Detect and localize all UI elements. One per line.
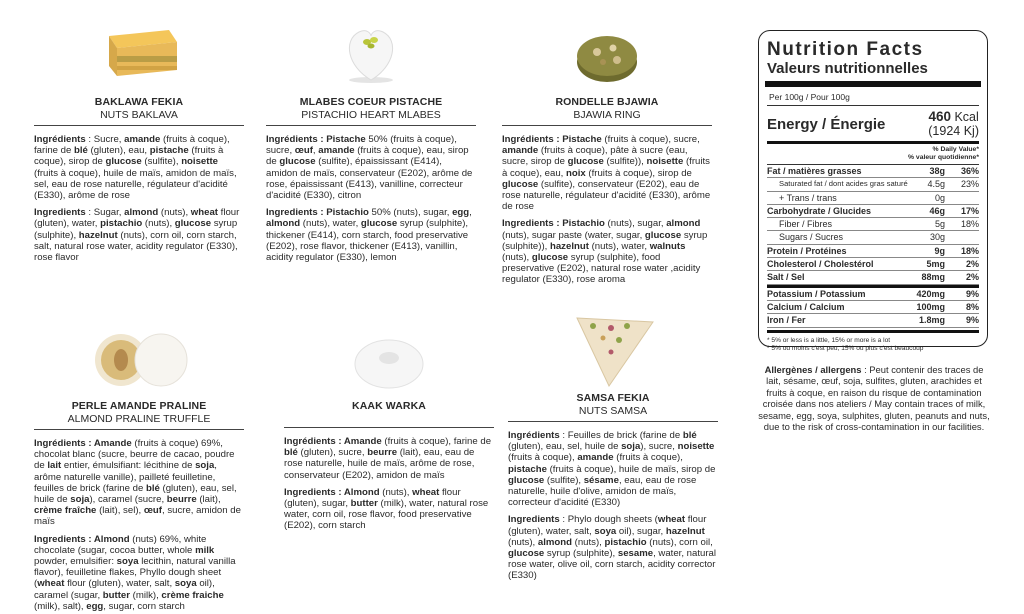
ingredient-bold: pistache xyxy=(149,145,189,157)
ingredient-bold: soya xyxy=(116,556,139,568)
ingredient-text: (nuts), sugar paste (water, sugar, xyxy=(502,229,645,241)
ingredient-bold: crème fraiche xyxy=(161,589,224,601)
nutrition-facts-panel xyxy=(758,30,988,352)
ingredient-text: (nuts), xyxy=(142,218,175,230)
nutrient-label: Cholesterol / Cholestérol xyxy=(767,259,874,270)
ingredient-bold: walnuts xyxy=(649,240,686,252)
ingredient-bold: sesame xyxy=(617,548,654,560)
footnote-en: * 5% or less is a little, 15% or more is a lot xyxy=(767,336,891,344)
ingredient-bold: œuf xyxy=(294,145,313,157)
ingredient-text: (sulfite)), xyxy=(603,156,647,168)
ingredients-en xyxy=(34,207,244,263)
product-kaak-warka xyxy=(284,326,494,532)
nutrient-daily-value: 36% xyxy=(960,166,979,176)
ingredient-bold: pistache xyxy=(508,463,547,475)
ingredient-text: , xyxy=(312,145,319,157)
almond-truffle-image xyxy=(89,326,189,390)
samsa-image xyxy=(563,312,663,390)
ingredient-text: (nuts), xyxy=(158,207,191,219)
ingredient-bold: glucose xyxy=(508,548,545,560)
ingredient-text: (fruits à coque), xyxy=(508,452,578,464)
nutrient-row xyxy=(767,231,979,244)
nutrient-rows xyxy=(767,165,979,328)
ingredient-text: (milk), water, natural rose water, corn oil, rose flavor, food preservative (E202), corn starch xyxy=(284,498,489,532)
nutrient-amount: 5mg xyxy=(926,259,945,270)
ingredient-bold: glucose xyxy=(644,229,682,241)
energy-value xyxy=(928,110,979,138)
ingredient-text: 50% (fruits à coque), sucre, xyxy=(266,134,457,157)
nutrition-title-fr: Valeurs nutritionnelles xyxy=(767,60,928,77)
ingredient-bold: blé xyxy=(284,447,298,459)
divider xyxy=(765,81,981,87)
ingredient-bold: blé xyxy=(74,145,88,157)
ingredient-text: , water, natural rose water, olive oil, corn starch, acidity corrector (E330) xyxy=(508,548,717,582)
nutrient-label: Calcium / Calcium xyxy=(767,301,845,312)
nutrient-label: Fiber / Fibres xyxy=(779,219,833,230)
ingredient-bold: glucose xyxy=(502,178,539,190)
product-rondelle-bjawia xyxy=(502,22,712,286)
nutrient-amount: 420mg xyxy=(916,288,945,299)
nutrient-label: Sugars / Sucres xyxy=(779,232,844,243)
ingredient-text: (nuts), water, xyxy=(588,240,650,252)
nutrient-label: Saturated fat / dont acides gras saturé xyxy=(779,179,908,189)
ingredients-fr xyxy=(34,134,244,201)
nutrient-row xyxy=(767,218,979,231)
ingredients-en xyxy=(266,207,476,263)
ingredient-text: (gluten), eau, sel, huile de xyxy=(34,482,237,506)
product-baklawa-fekia xyxy=(34,22,244,263)
ingredient-bold: hazelnut xyxy=(78,229,118,241)
ingredient-text: (nuts) 69%, white chocolate (sugar, cocoa butter, whole xyxy=(34,533,207,556)
ingredient-text: syrup (sulphite), food preservative (E202), natural rose water ,acidity regulator (E330), rose aroma xyxy=(502,252,701,286)
ingredient-text: , xyxy=(469,207,472,219)
allergen-text: : Peut contenir des traces de lait, sésame, œuf, soja, sulfites, gluten, arachides et fruits à coque, en raison du risque de contamination croisée dans nos ateliers / May contain traces of milk, sesame, egg, soya, sulphites, gluten, peanuts and nuts, due to the risk of cross-contamination in our facilities. xyxy=(758,364,990,433)
product-title: KAAK WARKA xyxy=(352,400,426,412)
ingredient-bold: soja xyxy=(621,441,641,453)
nutrient-label: Iron / Fer xyxy=(767,315,806,326)
ingredient-text: (nuts), corn oil, xyxy=(646,536,713,548)
nutrient-daily-value: 9% xyxy=(965,288,979,299)
ingredient-text: (nuts), corn oil, corn starch, salt, natural rose water, acidity regulator (E330), rose flavor xyxy=(34,229,238,264)
ingredient-text: (fruits à coque), xyxy=(613,452,683,464)
nutrient-daily-value: 23% xyxy=(960,179,979,190)
ingredient-bold: beurre xyxy=(166,494,197,506)
ingredient-text: , arôme naturelle vanille), pailleté feuilletine, feuilles de brick (farine de xyxy=(34,460,217,494)
ingredients-fr xyxy=(502,134,712,212)
ingredient-bold: almond xyxy=(666,218,701,230)
ingredient-bold: pistachio xyxy=(604,536,647,548)
product-title: PERLE AMANDE PRALINE xyxy=(71,400,207,412)
nutrient-row xyxy=(767,288,979,301)
energy-kj: (1924 Kj) xyxy=(928,124,979,138)
ingredient-text: , eau, eau de rose naturelle, huile d'olive, amidon de maïs, correcteur d'acidité (E330) xyxy=(508,474,697,509)
serving-size: Per 100g / Pour 100g xyxy=(769,92,850,102)
ingredient-text: (gluten), eau, xyxy=(87,145,150,157)
ingredient-bold: pistachio xyxy=(100,218,143,230)
ingredient-bold: soya xyxy=(174,578,197,590)
ingredient-bold: butter xyxy=(350,498,378,510)
ingredient-text: (fruits à coque), farine de xyxy=(381,436,492,447)
ingredient-bold: glucose xyxy=(360,218,398,230)
ingredient-text: (fruits à coque), sirop de xyxy=(34,145,224,168)
ingredient-text: (fruits à coque), pâte à sucre (eau, sucre, sirop de xyxy=(502,145,688,168)
ingredient-text: (gluten), eau, sel, huile de xyxy=(508,441,622,453)
nutrient-amount: 1.8mg xyxy=(918,315,945,326)
ingredient-text: oil), sugar, xyxy=(616,525,666,537)
ingredient-text: (fruits à coque), huile de maïs, sirop de xyxy=(546,463,716,475)
energy-row xyxy=(767,106,979,141)
mlabes-heart-image xyxy=(321,22,421,86)
ingredient-text: (fruits à coque), huile de maïs, amidon de maïs, sel, eau de rose naturelle, régulateur d'acidité (E330), arôme de rose xyxy=(34,167,237,202)
ingredient-bold: amande xyxy=(124,134,161,145)
ingredient-bold: almond xyxy=(124,207,159,219)
energy-label: Energy / Énergie xyxy=(767,116,886,133)
ingredient-text: (fruits à coque), sucre, xyxy=(601,134,700,145)
ingredient-text: (gluten), sucre, xyxy=(297,447,368,459)
footnote-fr: * 5% ou moins c'est peu, 15% ou plus c'est beaucoup xyxy=(767,344,924,352)
ingredient-text: : Phylo dough sheets ( xyxy=(559,514,658,526)
ingredient-bold: glucose xyxy=(279,156,316,168)
allergen-notice xyxy=(757,364,991,432)
ingredient-bold: Ingrédients : Pistache xyxy=(502,134,602,145)
ingredient-text: (milk), salt), xyxy=(34,600,87,612)
ingredient-text: (fruits à coque) 69%, chocolat blanc (sucre, beurre de cacao, poudre de xyxy=(34,438,235,472)
ingredient-text: (fruits à coque), eau, xyxy=(502,156,710,179)
ingredient-text: ), caramel (sucre, xyxy=(89,494,167,506)
product-title: MLABES COEUR PISTACHE xyxy=(299,96,443,108)
ingredient-text: (sulfite), xyxy=(544,474,584,486)
nutrient-amount: 30g xyxy=(929,232,945,243)
nutrient-label: Fat / matières grasses xyxy=(767,166,862,176)
ingredient-text: (lait), eau, eau de rose naturelle, huile de maïs, arôme de rose, conservateur (E202), amidon de maïs xyxy=(284,447,475,481)
ingredient-bold: glucose xyxy=(531,252,569,264)
ingredient-bold: Ingredients : Pistachio xyxy=(502,218,605,230)
nutrient-row xyxy=(767,271,979,284)
ingredient-bold: glucose xyxy=(567,156,604,168)
ingredient-bold: milk xyxy=(195,544,215,556)
nutrient-daily-value: 18% xyxy=(960,245,979,256)
nutrient-amount: 4.5g xyxy=(927,179,945,190)
ingredient-text: (fruits à coque), eau, sirop de xyxy=(266,145,469,168)
ingredient-text: entier, émulsifiant: lécithine de xyxy=(61,460,196,472)
nutrient-daily-value: 2% xyxy=(965,272,979,283)
ingredient-bold: Ingredients : Pistachio xyxy=(266,207,369,219)
nutrient-amount: 38g xyxy=(929,166,945,176)
ingredients-en xyxy=(502,218,712,285)
ingredient-text: powder, emulsifier: xyxy=(34,556,117,568)
ingredient-bold: noisette xyxy=(677,441,715,453)
nutrient-label: Potassium / Potassium xyxy=(767,288,866,299)
ingredient-text: (nuts), xyxy=(508,536,538,548)
nutrient-row xyxy=(767,245,979,258)
product-title: BAKLAWA FEKIA xyxy=(94,96,184,108)
ingredient-text: lecithin, natural vanilla flavor), feuilletine flakes, Phyllo dough sheet ( xyxy=(34,556,236,590)
ingredient-bold: soja xyxy=(195,460,215,472)
ingredient-text: flour (gluten), water, xyxy=(34,207,240,230)
ingredient-bold: hazelnut xyxy=(665,525,705,537)
bjawia-ring-image xyxy=(557,22,657,86)
nutrient-row xyxy=(767,178,979,191)
ingredient-text: syrup (sulphite), xyxy=(544,548,618,560)
kaak-warka-image xyxy=(339,326,439,390)
ingredient-bold: glucose xyxy=(105,156,142,168)
nutrient-label: + Trans / trans xyxy=(779,192,837,203)
nutrient-row xyxy=(767,301,979,314)
nutrient-label: Salt / Sel xyxy=(767,272,805,283)
ingredient-text: , sucre, amidon de maïs xyxy=(34,505,241,528)
nutrient-amount: 88mg xyxy=(921,272,945,283)
ingredient-text: (nuts), water, xyxy=(300,218,361,230)
ingredient-text: : Sucre, xyxy=(85,134,125,145)
ingredient-bold: Ingrédients : Amande xyxy=(34,438,132,449)
ingredient-bold: butter xyxy=(102,589,130,601)
footnote xyxy=(767,337,979,353)
ingredient-bold: Ingredients : Almond xyxy=(284,486,380,498)
energy-kcal-unit: Kcal xyxy=(951,110,979,124)
ingredient-text: (lait), xyxy=(196,494,221,506)
daily-value-en: % Daily Value* xyxy=(932,146,979,153)
ingredient-bold: glucose xyxy=(174,218,212,230)
product-subtitle xyxy=(284,413,494,428)
ingredients-fr xyxy=(508,430,718,508)
ingredient-text: flour (gluten), sugar, xyxy=(284,486,461,510)
nutrient-amount: 5g xyxy=(934,219,945,230)
ingredient-text: flour (gluten), water, salt, xyxy=(508,514,707,537)
ingredient-bold: glucose xyxy=(508,474,545,486)
ingredient-text: 50% (nuts), sugar, xyxy=(368,207,453,219)
ingredient-bold: almond xyxy=(266,218,301,230)
nutrient-daily-value: 8% xyxy=(965,301,979,312)
ingredient-bold: amande xyxy=(502,145,539,157)
nutrition-title-en: Nutrition Facts xyxy=(767,39,924,60)
ingredient-bold: wheat xyxy=(37,578,65,590)
ingredient-text: : Feuilles de brick (farine de xyxy=(559,430,683,441)
ingredient-bold: soja xyxy=(70,494,90,506)
product-subtitle: ALMOND PRALINE TRUFFLE xyxy=(34,413,244,430)
ingredient-bold: Ingrédients : Pistache xyxy=(266,134,366,145)
ingredient-bold: noisette xyxy=(181,156,218,168)
ingredient-bold: Ingredients : Almond xyxy=(34,533,130,545)
divider xyxy=(767,330,979,333)
ingredient-text: (fruits à coque), sirop de xyxy=(585,167,692,179)
energy-kcal: 460 xyxy=(928,109,951,124)
ingredients-en xyxy=(34,534,244,612)
ingredient-text: syrup (sulphite), xyxy=(34,218,238,241)
ingredient-text: (sulfite), épaississant (E414), amidon de maïs, conservateur (E202), arôme de rose, épaississant (E413), vanilline, correcteur d'acidité (E330), citron xyxy=(266,156,473,202)
nutrient-label: Carbohydrate / Glucides xyxy=(767,205,872,216)
ingredient-bold: wheat xyxy=(412,486,440,498)
ingredient-text: (nuts), xyxy=(502,252,532,264)
ingredient-bold: œuf xyxy=(143,505,162,517)
nutrient-row xyxy=(767,205,979,218)
ingredient-text: (sulfite), conservateur (E202), eau de rose naturelle, régulateur d'acidité (E330), arôme de rose xyxy=(502,178,711,213)
ingredient-text: syrup (sulphite), thickener (E414), corn starch, food preservative (E202), rose flavor, thickener (E413), vanillin, acidity regulator (E330), lemon xyxy=(266,218,469,264)
ingredient-bold: soya xyxy=(594,525,617,537)
nutrient-row xyxy=(767,165,979,178)
nutrient-amount: 46g xyxy=(929,205,945,216)
ingredients-fr xyxy=(34,438,244,528)
ingredient-text: (sulfite), xyxy=(141,156,182,168)
nutrient-row xyxy=(767,192,979,205)
ingredient-bold: Ingrédients : Amande xyxy=(284,436,382,447)
ingredients-en xyxy=(508,514,718,581)
nutrient-amount: 100mg xyxy=(916,301,945,312)
product-subtitle: BJAWIA RING xyxy=(502,109,712,126)
ingredient-text: (nuts), xyxy=(379,486,413,498)
ingredient-bold: Ingredients xyxy=(508,514,560,526)
ingredient-bold: beurre xyxy=(367,447,398,459)
daily-value-header xyxy=(767,144,979,164)
ingredient-bold: amande xyxy=(577,452,614,464)
product-subtitle: PISTACHIO HEART MLABES xyxy=(266,109,476,126)
ingredient-bold: sésame xyxy=(583,474,619,486)
ingredients-en xyxy=(284,487,494,532)
ingredient-bold: noix xyxy=(566,167,586,179)
ingredient-bold: Ingrédients xyxy=(34,134,86,145)
ingredient-bold: Ingredients xyxy=(34,207,86,219)
ingredients-fr xyxy=(266,134,476,201)
ingredient-text: : Sugar, xyxy=(85,207,125,219)
product-title: SAMSA FEKIA xyxy=(576,392,650,404)
product-title: RONDELLE BJAWIA xyxy=(555,96,659,108)
ingredient-bold: hazelnut xyxy=(549,240,589,252)
ingredient-text: , sugar, corn starch xyxy=(103,600,185,612)
product-subtitle: NUTS SAMSA xyxy=(508,405,718,422)
nutrient-label: Protein / Protéines xyxy=(767,245,847,256)
ingredient-bold: amande xyxy=(318,145,355,157)
product-samsa-fekia xyxy=(508,312,718,582)
ingredients-fr xyxy=(284,436,494,481)
nutrient-amount: 0g xyxy=(934,192,945,203)
ingredient-bold: wheat xyxy=(190,207,218,219)
ingredient-bold: lait xyxy=(47,460,62,472)
ingredient-bold: blé xyxy=(145,482,160,494)
ingredient-bold: egg xyxy=(86,600,104,612)
daily-value-fr: % valeur quotidienne* xyxy=(907,154,979,161)
ingredient-text: flour (gluten), water, salt, xyxy=(64,578,175,590)
nutrient-daily-value xyxy=(945,192,979,204)
ingredient-bold: crème fraîche xyxy=(34,505,97,517)
ingredient-text: oil), caramel (sugar, xyxy=(34,578,215,601)
product-mlabes-coeur-pistache xyxy=(266,22,476,263)
nutrient-daily-value: 9% xyxy=(965,315,979,326)
ingredient-bold: wheat xyxy=(657,514,686,526)
ingredient-bold: blé xyxy=(682,430,697,441)
allergen-label: Allergènes / allergens xyxy=(764,364,862,375)
nutrient-row xyxy=(767,314,979,327)
ingredient-text: (fruits à coque), farine de xyxy=(34,134,230,157)
nutrient-daily-value: 18% xyxy=(960,219,979,230)
nutrient-daily-value: 17% xyxy=(960,205,979,216)
nutrient-daily-value: 2% xyxy=(965,259,979,270)
ingredient-text: syrup (sulphite)), xyxy=(502,229,708,252)
product-subtitle: NUTS BAKLAVA xyxy=(34,109,244,126)
nutrient-row xyxy=(767,258,979,271)
ingredient-bold: almond xyxy=(537,536,572,548)
ingredient-bold: egg xyxy=(452,207,470,219)
ingredient-text: (lait), sel), xyxy=(96,505,144,517)
ingredient-text: (nuts), sugar, xyxy=(604,218,667,230)
ingredient-bold: noisette xyxy=(646,156,684,168)
baklava-image xyxy=(89,22,189,86)
ingredient-text: ), sucre, xyxy=(640,441,678,453)
nutrient-amount: 9g xyxy=(934,245,945,256)
ingredient-text: (nuts), xyxy=(571,536,605,548)
product-perle-amande-praline xyxy=(34,326,244,612)
ingredient-bold: Ingrédients xyxy=(508,430,560,441)
ingredient-text: (milk), xyxy=(129,589,162,601)
nutrient-daily-value xyxy=(945,231,979,243)
